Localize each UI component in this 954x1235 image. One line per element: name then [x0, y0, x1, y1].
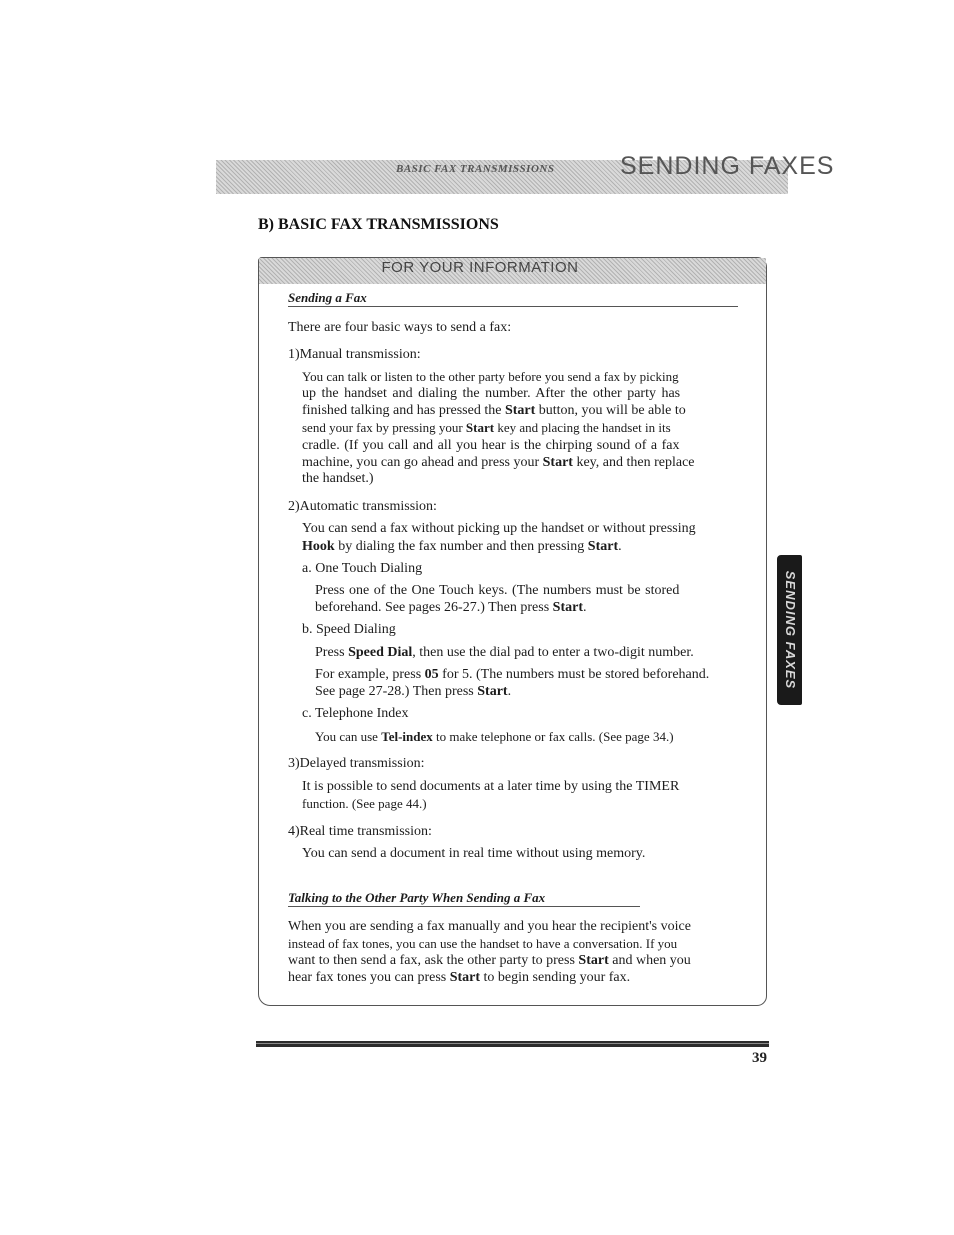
manual-line: You can talk or listen to the other party before you send a fax by picking	[302, 369, 679, 384]
chapter-thumb-tab-label: SENDING FAXES	[783, 570, 798, 690]
tel-index-heading: c. Telephone Index	[302, 706, 409, 721]
talking-line: When you are sending a fax manually and you hear the recipient's voice	[288, 919, 691, 934]
auto-line: Hook by dialing the fax number and then pressing Start.	[302, 539, 622, 554]
speed-line: See page 27-28.) Then press Start.	[315, 684, 512, 699]
one-touch-line: beforehand. See pages 26-27.) Then press Start.	[315, 600, 587, 615]
speed-line: For example, press 05 for 5. (The numbers must be stored beforehand.	[315, 667, 710, 682]
section-title: B) BASIC FAX TRANSMISSIONS	[258, 216, 499, 233]
realtime-line: You can send a document in real time without using memory.	[302, 846, 646, 861]
sending-fax-heading: Sending a Fax	[288, 290, 738, 307]
manual-line: up the handset and dialing the number. After the other party has	[302, 386, 681, 401]
intro-text: There are four basic ways to send a fax:	[288, 320, 512, 335]
manual-line: machine, you can go ahead and press your Start key, and then replace	[302, 455, 695, 470]
delayed-heading: 3)Delayed transmission:	[288, 756, 425, 771]
footer-rule	[256, 1041, 769, 1047]
talking-line: want to then send a fax, ask the other party to press Start and when you	[288, 953, 691, 968]
one-touch-line: Press one of the One Touch keys. (The numbers must be stored	[315, 583, 680, 598]
delayed-line: function. (See page 44.)	[302, 796, 427, 811]
realtime-heading: 4)Real time transmission:	[288, 824, 432, 839]
one-touch-heading: a. One Touch Dialing	[302, 561, 423, 576]
manual-line: the handset.)	[302, 471, 374, 486]
auto-line: You can send a fax without picking up the handset or without pressing	[302, 521, 696, 536]
speed-heading: b. Speed Dialing	[302, 622, 396, 637]
page-number: 39	[752, 1050, 767, 1066]
manual-line: finished talking and has pressed the Start button, you will be able to	[302, 403, 686, 418]
info-box-title: FOR YOUR INFORMATION	[381, 259, 579, 276]
speed-line: Press Speed Dial, then use the dial pad to enter a two-digit number.	[315, 645, 694, 660]
talking-line: instead of fax tones, you can use the handset to have a conversation. If you	[288, 936, 678, 951]
manual-line: send your fax by pressing your Start key and placing the handset in its	[302, 420, 671, 435]
auto-heading: 2)Automatic transmission:	[288, 499, 437, 514]
tel-index-line: You can use Tel-index to make telephone or fax calls. (See page 34.)	[315, 729, 674, 744]
talking-heading: Talking to the Other Party When Sending a Fax	[288, 890, 640, 907]
delayed-line: It is possible to send documents at a later time by using the TIMER	[302, 779, 680, 794]
manual-line: cradle. (If you call and all you hear is the chirping sound of a fax	[302, 438, 680, 453]
running-header-chapter: SENDING FAXES	[620, 152, 835, 180]
manual-heading: 1)Manual transmission:	[288, 347, 421, 362]
talking-line: hear fax tones you can press Start to begin sending your fax.	[288, 970, 631, 985]
running-header-section: BASIC FAX TRANSMISSIONS	[396, 163, 555, 175]
